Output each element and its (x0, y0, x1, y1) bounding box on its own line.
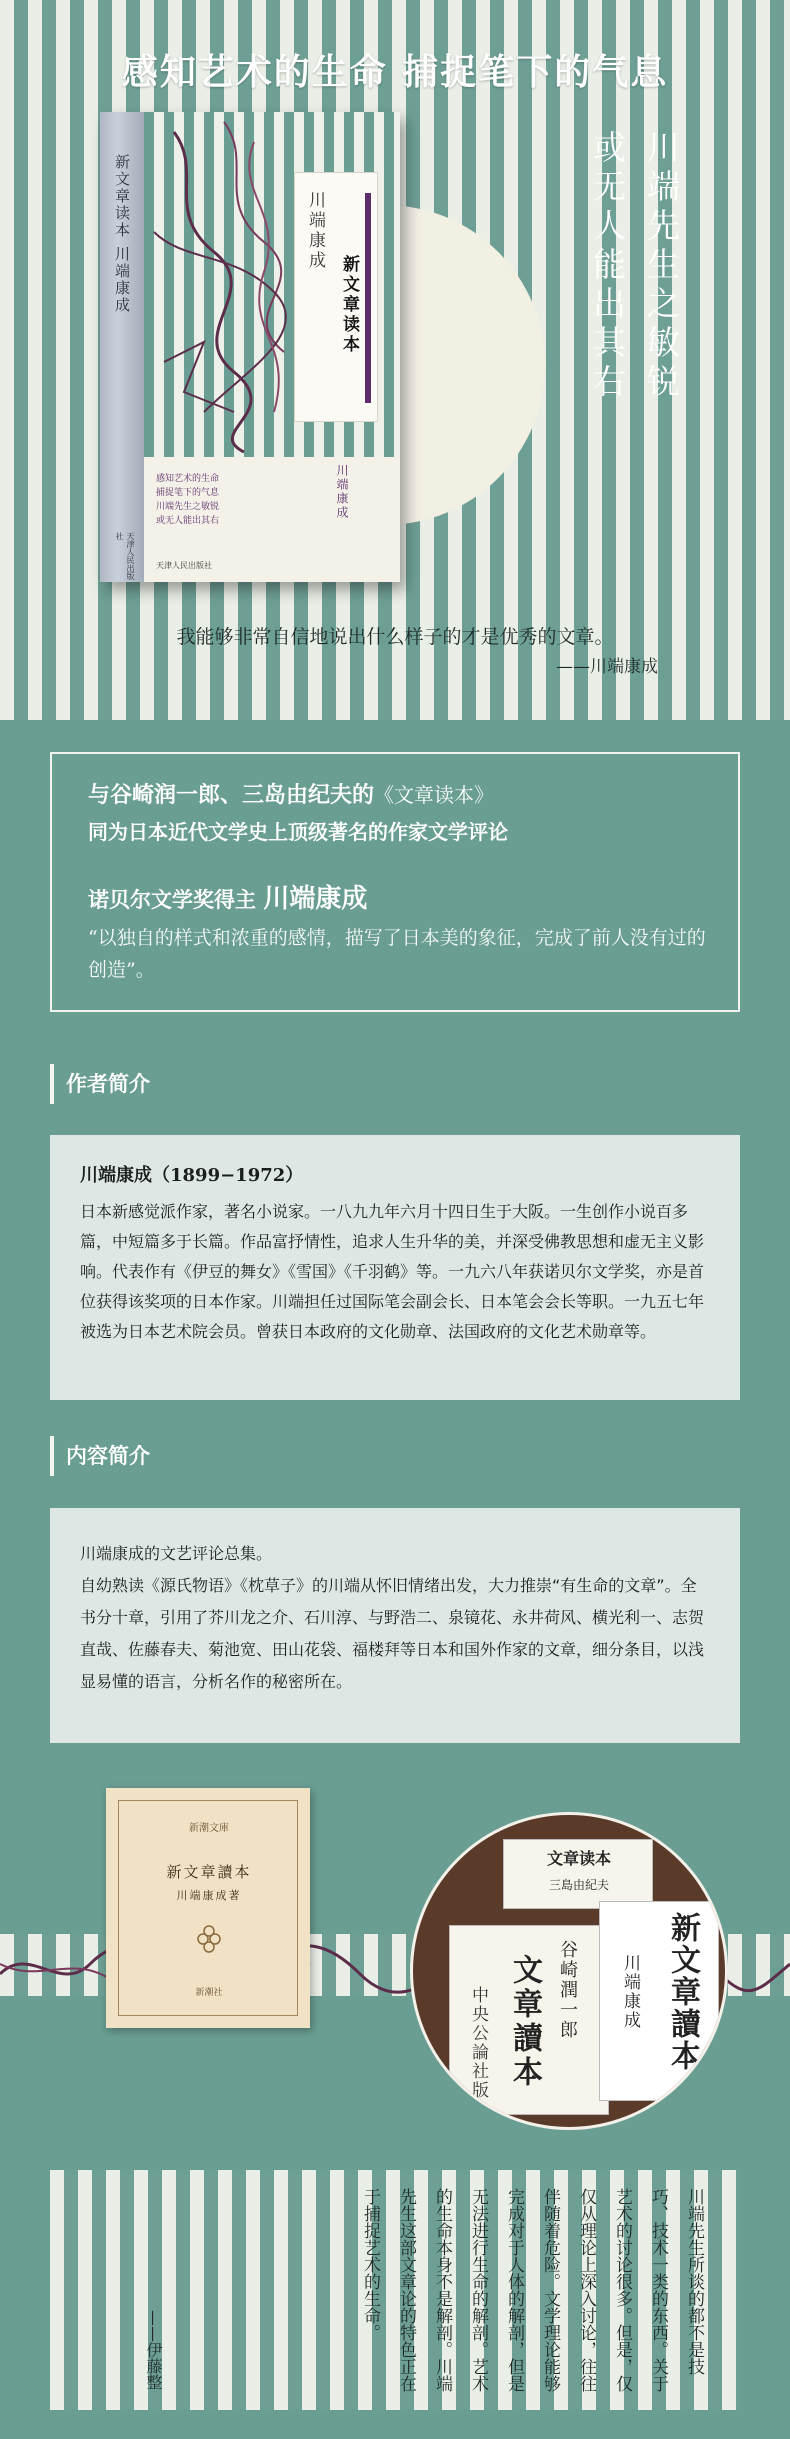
books-circle-photo (410, 1812, 728, 2130)
book-title-label (294, 172, 378, 422)
hero-title: 感知艺术的生命 捕捉笔下的气息 (121, 52, 669, 93)
circle-book-2-author: 谷崎潤一郎 (557, 1940, 578, 2040)
book-spine (100, 112, 144, 582)
content-paragraph: 川端康成的文艺评论总集。 (80, 1544, 273, 1563)
old-book-frame (118, 1800, 298, 2016)
hero-quote: 我能够非常自信地说出什么样子的才是优秀的文章。 (176, 626, 614, 648)
book-spine-publisher: 天津人民出版社 (115, 532, 135, 580)
author-name: 川端康成（1899−1972） (80, 1165, 304, 1186)
circle-book-3-author: 川端康成 (620, 1954, 640, 2030)
book-blurb-line: 捕捉笔下的气息 (156, 488, 220, 498)
book-bottom-author: 川端康成 (335, 464, 349, 520)
circle-book-3-title: 新文章讀本 (665, 1912, 700, 2072)
content-paragraph: 自幼熟读《源氏物语》《枕草子》的川端从怀旧情绪出发，大力推崇“有生命的文章”。全书分十章，引用了芥川龙之介、石川淳、与野浩二、泉镜花、永井荷风、横光利一、志贺直哉、佐藤春夫、菊池宽、田山花袋、福楼拜等日本和国外作家的文章，细分条目，以浅显易懂的语言，分析名作的秘密所在。 (80, 1576, 705, 1691)
circle-book-2 (449, 1925, 609, 2115)
circle-book-1-title: 文章读本 (546, 1849, 611, 1868)
book-cover-image (100, 112, 400, 582)
intro-line-1-book: 《文章读本》 (374, 783, 495, 807)
intro-line-1 (88, 778, 494, 809)
book-spine-text: 新文章读本 川端康成 (113, 154, 131, 314)
hero-vertical-slogan (580, 130, 688, 600)
content-text (80, 1538, 710, 1698)
circle-book-2-publisher: 中央公論社版 (468, 1986, 488, 2100)
old-book-author: 川端康成著 (176, 1889, 242, 1902)
closing-signature: ——伊藤整 (144, 2310, 163, 2390)
closing-panel (50, 2170, 740, 2410)
intro-box (50, 752, 740, 1012)
content-box (50, 1508, 740, 1743)
intro-quote: “以独自的样式和浓重的感情，描写了日本美的象征，完成了前人没有过的创造”。 (88, 927, 706, 981)
old-book-photo (106, 1788, 310, 2028)
old-book-publisher: 新潮社 (195, 1988, 223, 1998)
old-book-title: 新文章讀本 (166, 1863, 252, 1881)
book-blurb-line: 感知艺术的生命 (156, 474, 220, 484)
closing-text: 川端先生所谈的都不是技巧、技术一类的东西。关于艺术的讨论很多。但是，仅仅从理论上深入讨论，往往伴随着危险。文学理论能够完成对于人体的解剖，但是无法进行生命的解剖。艺术的生命本身不是解剖。川端先生这部文章论的特色正在于捕捉艺术的生命。 (360, 2188, 704, 2392)
book-label-bar (365, 193, 371, 403)
book-label-title: 新文章读本 (339, 255, 359, 355)
intro-line-1-text: 与谷崎润一郎、三岛由纪夫的 (88, 782, 375, 808)
hero-quote-author: ——川端康成 (556, 657, 658, 677)
circle-book-1 (503, 1839, 653, 1909)
content-section-heading: 内容简介 (50, 1436, 150, 1476)
author-box (50, 1135, 740, 1400)
book-blurb (156, 472, 219, 528)
circle-book-1-author: 三島由紀夫 (548, 1878, 609, 1892)
book-blurb-line: 或无人能出其右 (156, 516, 220, 526)
book-label-author: 川端康成 (305, 191, 325, 271)
intro-line-3 (88, 878, 367, 915)
circle-book-2-title: 文章讀本 (507, 1954, 542, 2090)
hero-slogan-line: 或无人能出其右 (588, 130, 627, 403)
book-cover-art (144, 112, 400, 457)
intro-line-2: 同为日本近代文学史上顶级著名的作家文学评论 (88, 820, 508, 844)
old-book-series: 新潮文庫 (189, 1823, 229, 1834)
book-front (144, 112, 400, 582)
author-section-heading: 作者简介 (50, 1064, 150, 1104)
hero-slogan-line: 川端先生之敏锐 (642, 130, 681, 403)
book-blurb-line: 川端先生之敏锐 (156, 502, 220, 512)
circle-book-3 (599, 1901, 719, 2101)
grape-emblem-icon (191, 1919, 227, 1955)
book-publisher: 天津人民出版社 (156, 561, 212, 570)
intro-line-3-text: 诺贝尔文学奖得主 (88, 887, 264, 912)
author-bio: 日本新感觉派作家，著名小说家。一八九九年六月十四日生于大阪。一生创作小说百多篇，中短篇多于长篇。作品富抒情性，追求人生升华的美，并深受佛教思想和虚无主义影响。代表作有《伊豆的舞女》《雪国》《千羽鹤》等。一九六八年获诺贝尔文学奖，亦是首位获得该奖项的日本作家。川端担任过国际笔会副会长、日本笔会会长等职。一九五七年被选为日本艺术院会员。曾获日本政府的文化勋章、法国政府的文化艺术勋章等。 (80, 1202, 705, 1341)
intro-author-name: 川端康成 (263, 884, 368, 914)
hero-section (0, 0, 790, 720)
